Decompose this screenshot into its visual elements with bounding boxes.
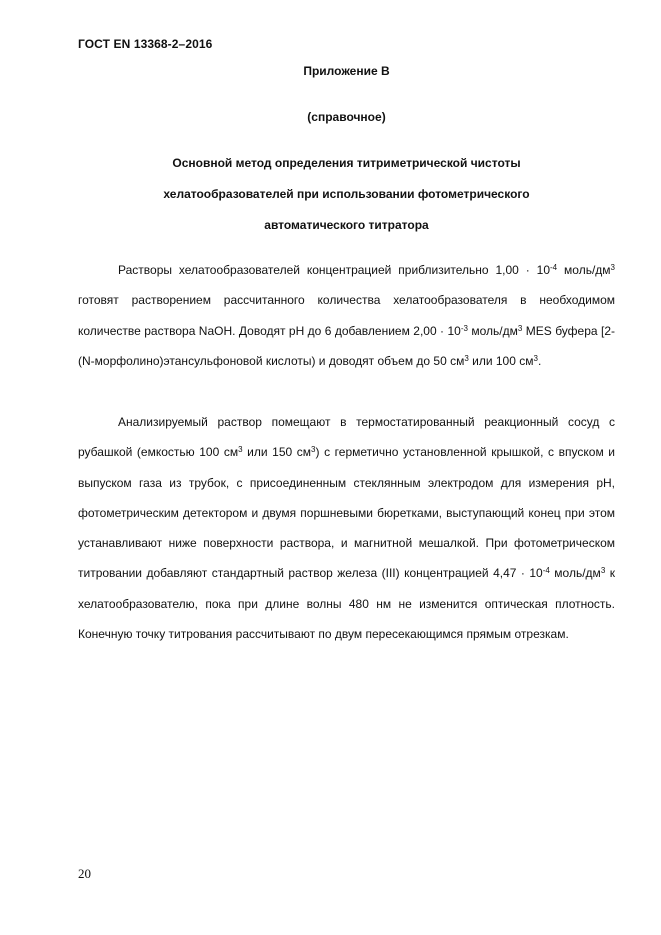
p1-text-4: моль/дм (467, 323, 518, 338)
paragraph-solution-preparation (78, 255, 615, 376)
appendix-title-line-3: автоматического титратора (264, 218, 429, 232)
p2-sup-3: -4 (542, 566, 550, 576)
p1-sup-1: -4 (550, 263, 558, 272)
standard-code: ГОСТ EN 13368-2–2016 (78, 37, 213, 51)
p2-sup-4: 3 (600, 566, 606, 576)
p2-sup-2: 3 (311, 445, 316, 455)
p1-sup-3: -3 (460, 323, 468, 333)
p1-text-1: Растворы хелатообразователей концентрацией приблизительно 1,00 · 10 (118, 263, 551, 277)
p2-sup-1: 3 (238, 445, 243, 455)
appendix-title-line-2: хелатообразователей при использовании фотометрического (163, 187, 530, 201)
p1-sup-5: 3 (464, 353, 469, 363)
p1-text-7: . (537, 353, 542, 368)
p1-sup-2: 3 (610, 263, 615, 272)
appendix-title-line-1: Основной метод определения титриметрической чистоты (172, 156, 521, 170)
p2-text-2: или 150 см (242, 445, 312, 460)
p2-text-4: моль/дм (549, 566, 601, 581)
appendix-label: Приложение В (303, 64, 390, 78)
appendix-status: (справочное) (307, 110, 386, 124)
p1-text-5: MES буфера [2-(N-морфолино)этансульфоновой кислоты) и доводят объем до 50 см (78, 323, 615, 368)
p2-text-3: ) с герметично установленной крышкой, с впуском и выпуском газа из трубок, с присоединенным стеклянным электродом для измерения pH, фотометрическим детектором и двумя поршневыми бюретками, выступающий конец при этом устанавливают ниже поверхности раствора, и магнитной мешалкой. При фотометрическом титровании добавляют стандартный раствор железа (III) концентрацией 4,47 · 10 (78, 445, 615, 581)
p1-sup-6: 3 (533, 353, 538, 363)
page-number: 20 (78, 866, 91, 881)
paragraph-titration-procedure (78, 407, 615, 649)
p1-text-6: или 100 см (468, 353, 534, 368)
p2-text-5: к хелатообразователю, пока при длине волны 480 нм не изменится оптическая плотность. Конечную точку титрования рассчитывают по двум пересекающимся прямым отрезкам. (78, 566, 615, 642)
p2-text-1: Анализируемый раствор помещают в термостатированный реакционный сосуд с рубашкой (емкостью 100 см (78, 415, 615, 460)
p1-sup-4: 3 (517, 323, 523, 333)
p1-text-3: готовят растворением рассчитанного количества хелатообразователя в необходимом количестве раствора NaOH. Доводят pH до 6 добавлением 2,00 · 10 (78, 293, 615, 338)
p1-text-2: моль/дм (557, 263, 611, 277)
